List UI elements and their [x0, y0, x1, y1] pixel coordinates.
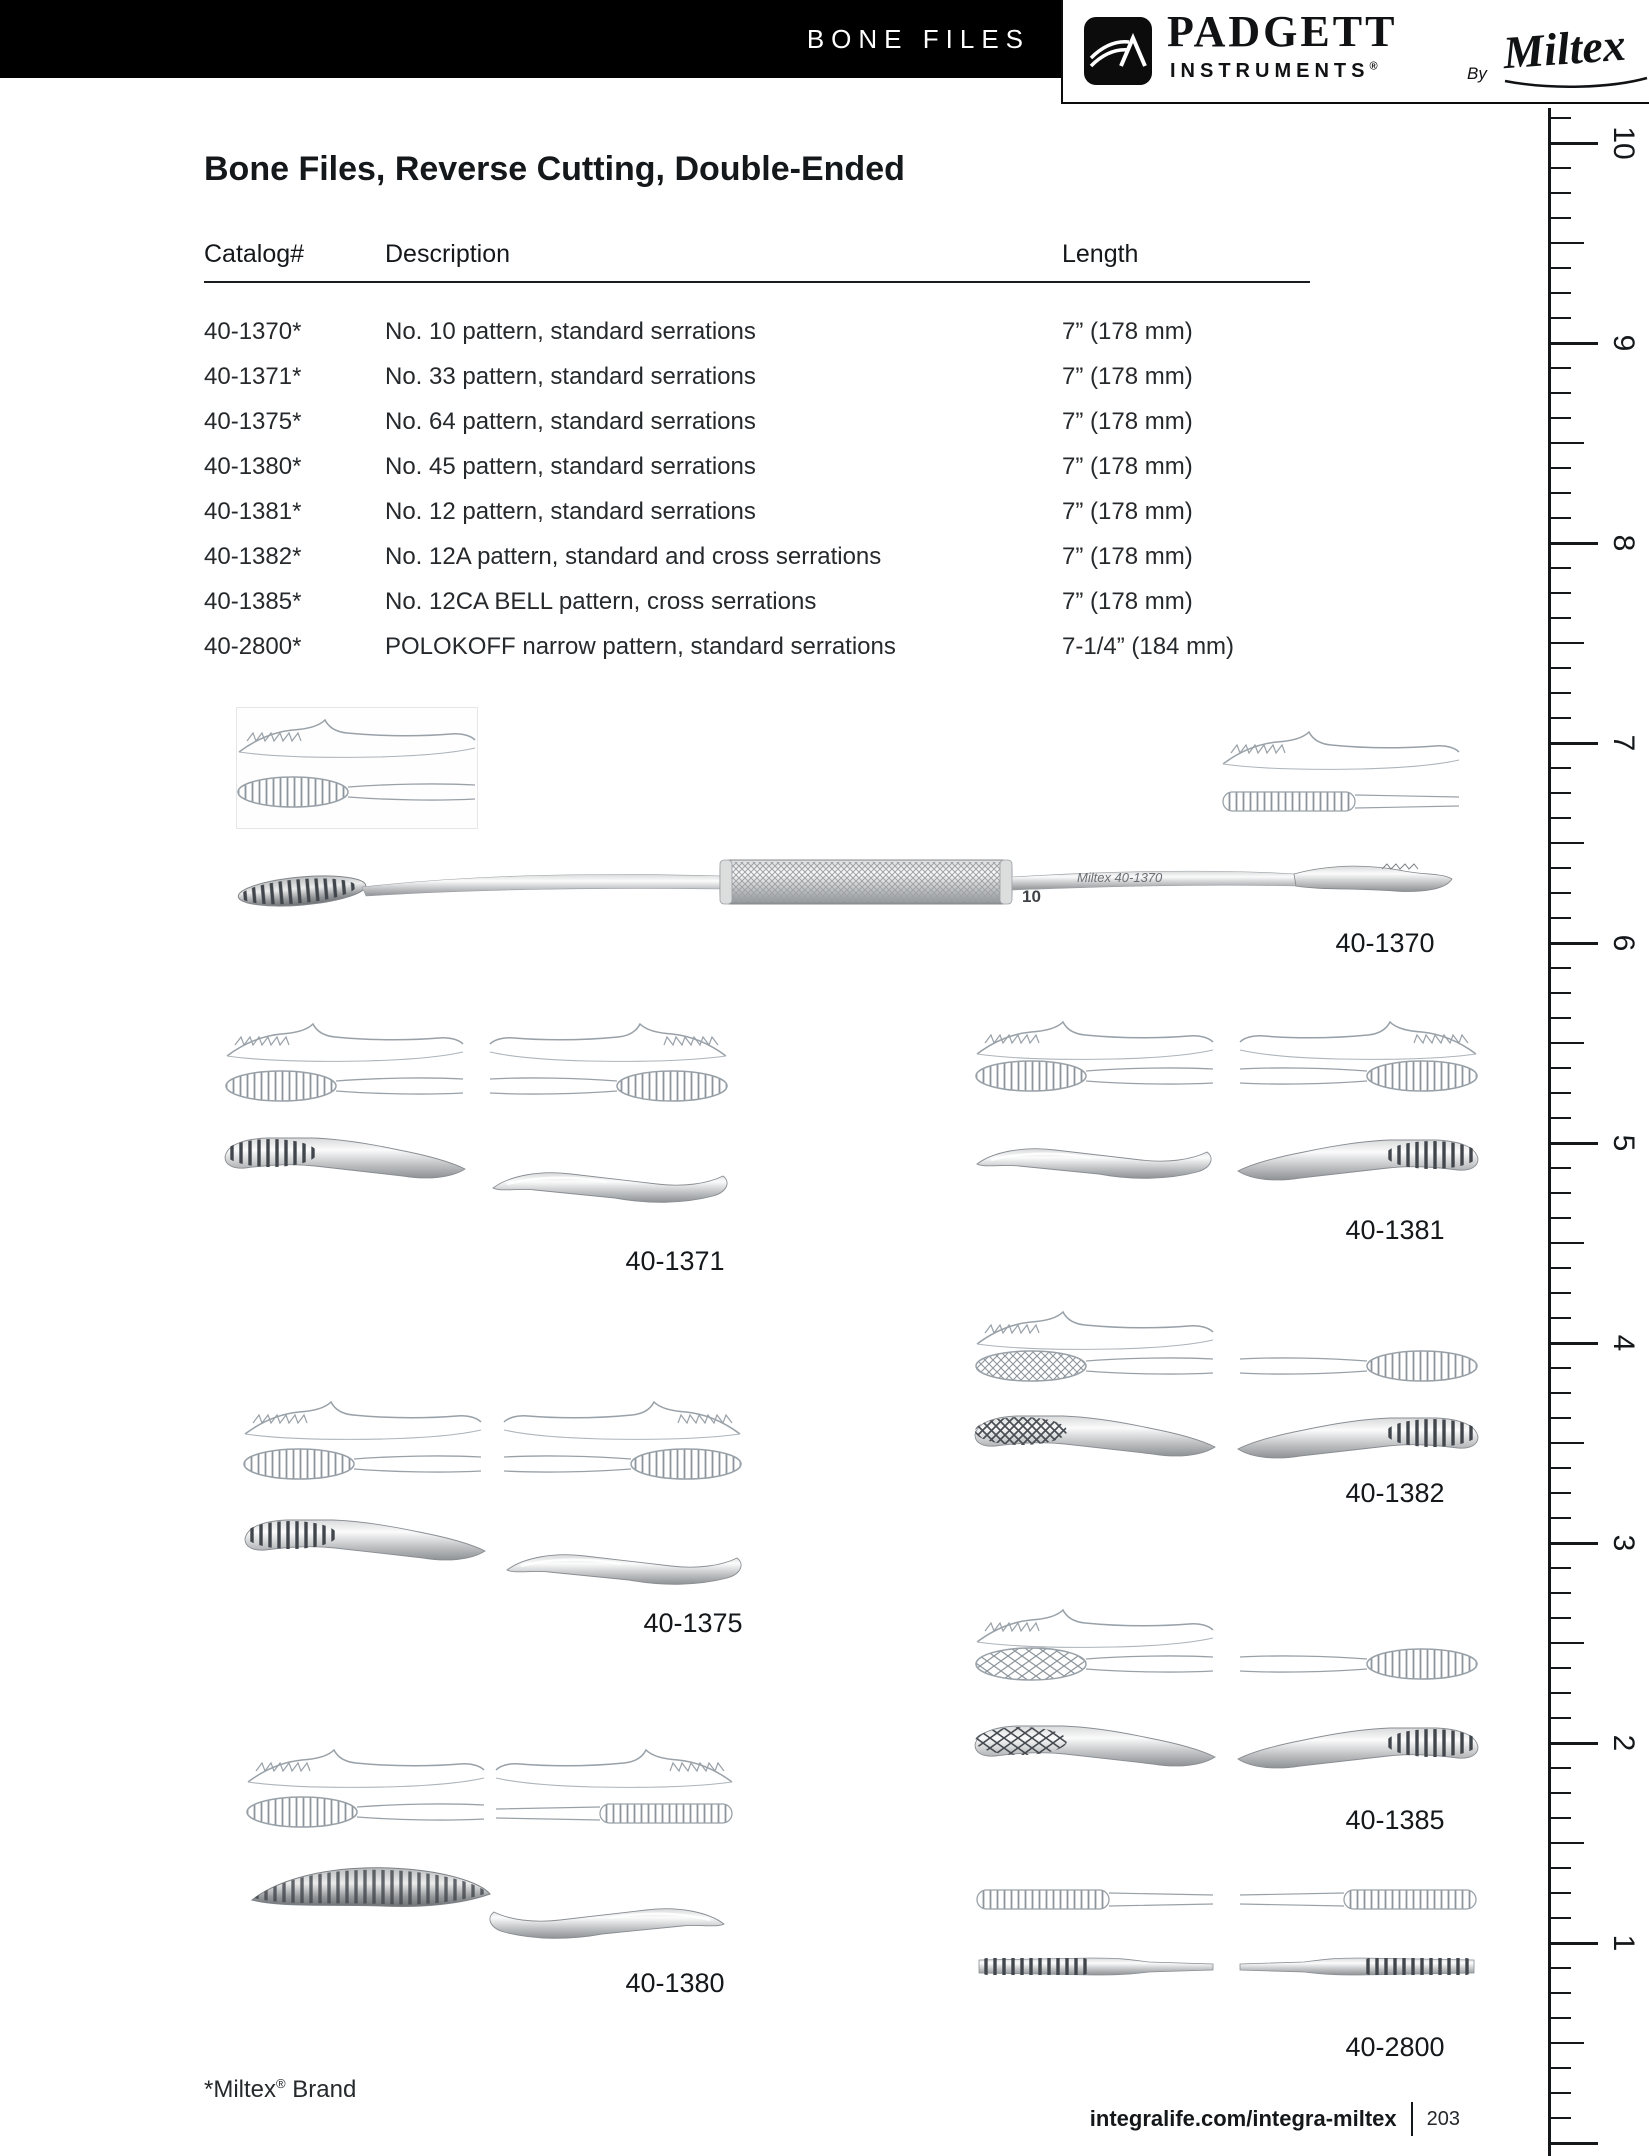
- miltex-underline-swash: [1501, 76, 1649, 90]
- sketch-top-view-mirrored: [504, 1449, 741, 1479]
- col-header-description: Description: [385, 240, 511, 268]
- figure-40-1385-illustration: [965, 1600, 1488, 1795]
- figure-40-1370-sketch-right: [1215, 722, 1465, 832]
- registered-mark: ®: [276, 2076, 286, 2091]
- knurled-grip: [730, 862, 1002, 902]
- ruler-number: 2: [1607, 1734, 1640, 1752]
- photo-narrow-rod-mirrored: [1240, 1958, 1474, 1975]
- figure-label: 40-2800: [1345, 2032, 1445, 2062]
- ruler-number: 1: [1607, 1934, 1640, 1952]
- logo-by-text: By: [1467, 64, 1487, 83]
- figure-40-1380-illustration: [240, 1740, 740, 1958]
- row-length: 7” (178 mm): [1062, 318, 1193, 345]
- ruler-number: 10: [1607, 126, 1640, 160]
- photo-bell-pattern-half: [975, 1726, 1215, 1766]
- row-description: No. 45 pattern, standard serrations: [385, 453, 756, 480]
- row-description: No. 12 pattern, standard serrations: [385, 498, 756, 525]
- table-row: [204, 543, 1474, 581]
- row-length: 7” (178 mm): [1062, 543, 1193, 570]
- sketch-side-view-mirrored: [1240, 1022, 1476, 1059]
- figure-label: 40-1382: [1345, 1478, 1445, 1508]
- sketch-top-view: [247, 1797, 484, 1827]
- photo-smooth-half: [977, 1149, 1211, 1179]
- sketch-bell-pattern-view: [976, 1648, 1213, 1680]
- photo-serrated-half-mirrored: [1238, 1140, 1478, 1180]
- brand-logo: [1061, 0, 1649, 104]
- figure-label: 40-1370: [1335, 928, 1435, 958]
- ruler: [1548, 108, 1649, 2156]
- ruler-number: 3: [1607, 1534, 1640, 1552]
- miltex-script-text: Miltex: [1501, 18, 1628, 79]
- logo-brand-text: PADGETT: [1167, 7, 1398, 56]
- photo-smooth-half: [493, 1173, 727, 1203]
- sketch-top-view: [1223, 792, 1459, 811]
- sketch-top-view: [226, 1071, 463, 1101]
- page-number: 203: [1426, 2107, 1460, 2130]
- figure-40-1381-illustration: [965, 1012, 1488, 1202]
- ruler-number: 8: [1607, 534, 1640, 552]
- etch-text: Miltex 40-1370: [1077, 870, 1163, 885]
- sketch-side-view: [227, 1024, 463, 1061]
- photo-ribbed-half: [252, 1868, 490, 1907]
- footer-url: integralife.com/integra-miltex: [1089, 2106, 1397, 2131]
- size-mark: 10: [1022, 887, 1041, 906]
- table-row: [204, 498, 1474, 536]
- row-length: 7” (178 mm): [1062, 588, 1193, 615]
- row-catalog: 40-1382*: [204, 543, 302, 570]
- table-row: [204, 408, 1474, 446]
- brand-footnote: [204, 2076, 356, 2104]
- ruler-number: 4: [1607, 1334, 1640, 1352]
- photo-serrated-half: [225, 1138, 465, 1178]
- row-length: 7-1/4” (184 mm): [1062, 633, 1235, 660]
- photo-narrow-rod: [979, 1958, 1213, 1975]
- figure-label: 40-1375: [643, 1608, 743, 1638]
- sketch-side-view: [245, 1402, 481, 1439]
- sketch-side-view: [1223, 732, 1459, 769]
- table-header-rule: [204, 281, 1310, 283]
- col-header-length: Length: [1062, 240, 1139, 268]
- footer-divider: [1411, 2102, 1413, 2136]
- sketch-side-view: [977, 1022, 1213, 1059]
- figure-40-1382-illustration: [965, 1308, 1488, 1468]
- sketch-side-view-mirrored: [504, 1402, 740, 1439]
- logo-sub-word: INSTRUMENTS: [1170, 60, 1370, 82]
- table-row: [204, 633, 1474, 671]
- serrated-end: [237, 871, 367, 910]
- page-title: Bone Files, Reverse Cutting, Double-Ended: [204, 150, 905, 188]
- row-description: No. 12A pattern, standard and cross serrations: [385, 543, 882, 570]
- row-description: No. 12CA BELL pattern, cross serrations: [385, 588, 817, 615]
- page-footer: [1020, 2102, 1460, 2136]
- sketch-side-view: [239, 720, 475, 757]
- figure-40-1370-sketch-left: [237, 708, 477, 828]
- sketch-side-view: [977, 1312, 1213, 1349]
- table-row: [204, 363, 1474, 401]
- footnote-text-rest: Brand: [285, 2076, 357, 2103]
- row-description: No. 64 pattern, standard serrations: [385, 408, 756, 435]
- photo-smooth-half: [507, 1555, 741, 1585]
- sketch-top-view-mirrored: [1240, 1351, 1477, 1381]
- figure-40-1371-illustration: [215, 1012, 738, 1237]
- padgett-logo-icon: [1083, 16, 1153, 86]
- handle-ring-right: [1000, 860, 1012, 904]
- footnote-text: *Miltex: [204, 2076, 277, 2103]
- row-description: No. 33 pattern, standard serrations: [385, 363, 756, 390]
- registered-mark: ®: [1369, 60, 1383, 73]
- sketch-side-view: [977, 1610, 1213, 1647]
- row-catalog: 40-1380*: [204, 453, 302, 480]
- row-catalog: 40-2800*: [204, 633, 302, 660]
- sketch-top-view: [976, 1061, 1213, 1091]
- row-length: 7” (178 mm): [1062, 408, 1193, 435]
- sketch-top-view-mirrored: [1240, 1649, 1477, 1679]
- figure-label: 40-1371: [625, 1246, 725, 1276]
- sketch-top-view: [238, 777, 475, 807]
- sketch-top-view-mirrored: [490, 1071, 727, 1101]
- figure-label: 40-1380: [625, 1968, 725, 1998]
- table-row: [204, 453, 1474, 491]
- sketch-side-view-mirrored: [496, 1750, 732, 1787]
- sketch-side-view-mirrored: [490, 1024, 726, 1061]
- row-length: 7” (178 mm): [1062, 453, 1193, 480]
- ruler-number: 5: [1607, 1134, 1640, 1152]
- ruler-number: 7: [1607, 734, 1640, 752]
- sketch-cross-serration-view: [976, 1351, 1213, 1381]
- sketch-top-view: [244, 1449, 481, 1479]
- row-catalog: 40-1381*: [204, 498, 302, 525]
- photo-serrated-half-mirrored: [1238, 1418, 1478, 1458]
- row-description: POLOKOFF narrow pattern, standard serrations: [385, 633, 896, 660]
- ruler-number: 6: [1607, 934, 1640, 952]
- photo-serrated-half-mirrored: [1238, 1728, 1478, 1768]
- sketch-top-view-mirrored: [1240, 1061, 1477, 1091]
- row-catalog: 40-1385*: [204, 588, 302, 615]
- sketch-narrow-rod: [977, 1890, 1213, 1909]
- table-row: [204, 318, 1474, 356]
- row-catalog: 40-1370*: [204, 318, 302, 345]
- figure-40-2800-illustration: [965, 1878, 1488, 2023]
- photo-smooth-half-mirrored: [490, 1909, 724, 1939]
- row-catalog: 40-1375*: [204, 408, 302, 435]
- photo-cross-serrated-half: [975, 1416, 1215, 1456]
- ruler-ticks-major: [1551, 142, 1598, 2156]
- photo-serrated-half: [245, 1520, 485, 1560]
- ruler-number: 9: [1607, 334, 1640, 352]
- figure-label: 40-1385: [1345, 1805, 1445, 1835]
- shaft-left: [362, 874, 724, 896]
- logo-sub-text: [1170, 60, 1383, 83]
- table-row: [204, 588, 1474, 626]
- row-length: 7” (178 mm): [1062, 498, 1193, 525]
- section-label: BONE FILES: [806, 24, 1030, 54]
- sketch-narrow-rod-mirrored: [1240, 1890, 1476, 1909]
- row-description: No. 10 pattern, standard serrations: [385, 318, 756, 345]
- figure-label: 40-1381: [1345, 1215, 1445, 1245]
- col-header-catalog: Catalog#: [204, 240, 305, 268]
- smooth-end: [1294, 866, 1452, 891]
- sketch-rod-mirrored: [496, 1804, 732, 1823]
- row-catalog: 40-1371*: [204, 363, 302, 390]
- figure-40-1375-illustration: [235, 1388, 750, 1598]
- instrument-40-1370-photo: [232, 845, 1462, 925]
- sketch-side-view: [248, 1750, 484, 1787]
- table-header: [204, 240, 1474, 274]
- row-length: 7” (178 mm): [1062, 363, 1193, 390]
- handle-ring-left: [720, 860, 732, 904]
